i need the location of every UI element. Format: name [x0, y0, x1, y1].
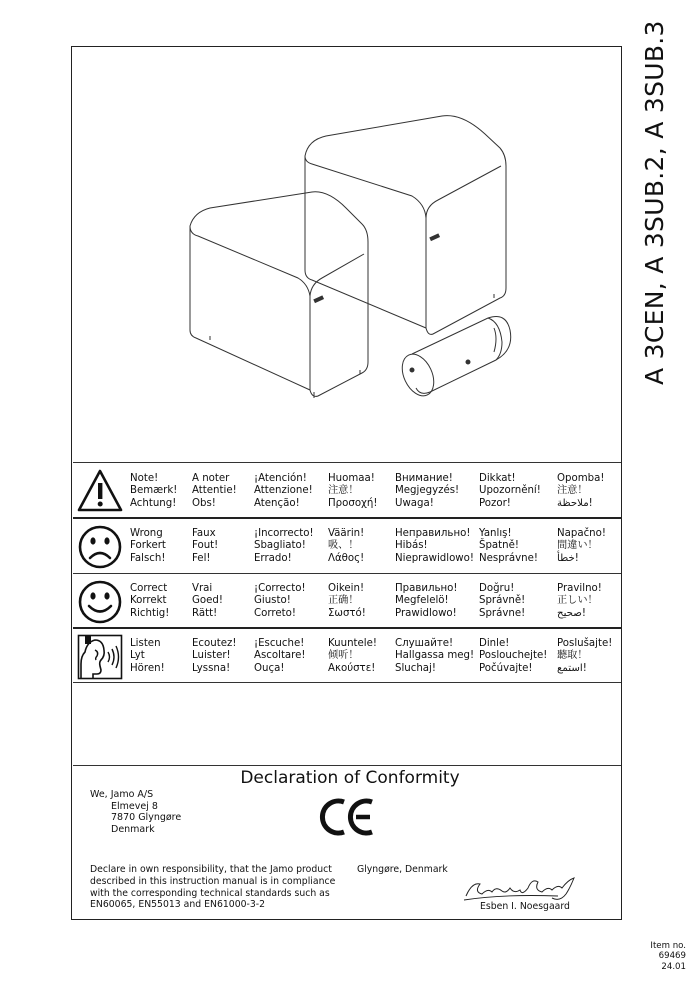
- text-line: Počúvajte!: [479, 662, 533, 674]
- statement-line: Declare in own responsibility, that the Jamo product: [90, 864, 332, 875]
- manufacturer-address: [90, 789, 181, 835]
- declaration-place: Glyngøre, Denmark: [357, 864, 448, 875]
- text-line: 吸、！: [328, 540, 359, 552]
- text-line: ملاحظة!: [557, 497, 593, 509]
- text-line: خطأ!: [557, 552, 579, 564]
- text-line: Poslouchejte!: [479, 650, 548, 662]
- text-line: Ascoltare!: [254, 650, 306, 662]
- text-line: Rätt!: [192, 607, 218, 619]
- text-line: Opomba!: [557, 473, 605, 484]
- text-line: Špatně!: [479, 540, 519, 552]
- ce-mark: [318, 796, 376, 838]
- text-line: Lyssna!: [192, 662, 231, 674]
- text-line: صحيح!: [557, 607, 586, 619]
- text-line: Faux: [192, 528, 216, 539]
- text-line: 正确！: [328, 595, 359, 607]
- text-line: 注意！: [557, 485, 588, 497]
- divider: [73, 517, 621, 519]
- text-line: Внимание!: [395, 473, 453, 484]
- text-line: Correto!: [254, 607, 296, 619]
- text-line: Megjegyzés!: [395, 485, 460, 497]
- text-line: Λάθος!: [328, 552, 365, 564]
- text-line: Correct: [130, 583, 168, 594]
- text-line: Attenzione!: [254, 485, 313, 497]
- warning-row-wrong: [73, 520, 621, 574]
- text-line: Hibás!: [395, 540, 428, 552]
- text-line: Atenção!: [254, 497, 300, 509]
- text-line: Goed!: [192, 595, 223, 607]
- text-line: ¡Atención!: [254, 473, 307, 484]
- text-line: Fout!: [192, 540, 219, 552]
- text-line: Listen: [130, 638, 161, 649]
- text-line: Luister!: [192, 650, 231, 662]
- divider: [73, 573, 621, 574]
- text-line: Pravilno!: [557, 583, 602, 594]
- text-line: Huomaa!: [328, 473, 375, 484]
- text-line: Yanlış!: [479, 528, 512, 539]
- text-line: Правильно!: [395, 583, 458, 594]
- text-line: Слушайте!: [395, 638, 454, 649]
- text-line: Giusto!: [254, 595, 291, 607]
- text-line: Nieprawidlowo!: [395, 552, 474, 564]
- text-line: Lyt: [130, 650, 145, 662]
- text-line: استمع!: [557, 662, 587, 674]
- text-line: Ακούστε!: [328, 662, 376, 674]
- text-line: Неправильно!: [395, 528, 471, 539]
- text-line: ¡Incorrecto!: [254, 528, 314, 539]
- item-label: Item no.: [650, 941, 686, 951]
- text-line: Note!: [130, 473, 159, 484]
- address-line: Denmark: [111, 823, 155, 835]
- text-line: Dikkat!: [479, 473, 516, 484]
- divider: [73, 462, 621, 463]
- warning-triangle-icon: [77, 468, 123, 514]
- text-line: Forkert: [130, 540, 166, 552]
- address-line: Elmevej 8: [111, 800, 158, 812]
- item-number-block: [650, 941, 686, 972]
- divider: [73, 682, 621, 683]
- center-speaker-drawing: [396, 317, 511, 401]
- text-line: Nesprávne!: [479, 552, 538, 564]
- warning-row-note: [73, 464, 621, 518]
- text-line: Oikein!: [328, 583, 365, 594]
- item-number: 69469: [658, 951, 686, 962]
- text-line: 聽取！: [557, 650, 588, 662]
- text-line: Uwaga!: [395, 497, 434, 509]
- text-line: Sbagliato!: [254, 540, 306, 552]
- text-line: Dinle!: [479, 638, 510, 649]
- address-line: 7870 Glyngøre: [111, 812, 182, 824]
- text-line: Poslušajte!: [557, 638, 613, 649]
- sad-face-icon: [77, 524, 123, 570]
- statement-line: described in this instruction manual is in compliance: [90, 875, 336, 887]
- text-line: Kuuntele!: [328, 638, 377, 649]
- text-line: Hören!: [130, 662, 165, 674]
- statement-line: with the corresponding technical standards such as: [90, 887, 330, 899]
- large-subwoofer-drawing: [305, 116, 506, 335]
- text-line: Väärin!: [328, 528, 365, 539]
- small-subwoofer-drawing: [190, 192, 368, 398]
- text-line: Errado!: [254, 552, 292, 564]
- text-line: Fel!: [192, 552, 211, 564]
- text-line: Obs!: [192, 497, 216, 509]
- text-line: Prawidlowo!: [395, 607, 457, 619]
- text-line: Achtung!: [130, 497, 177, 509]
- text-line: ¡Escuche!: [254, 638, 305, 649]
- text-line: Ecoutez!: [192, 638, 237, 649]
- text-line: Upozornění!: [479, 485, 541, 497]
- warning-row-correct: [73, 575, 621, 629]
- text-line: 倾听！: [328, 650, 359, 662]
- handwritten-signature: [462, 874, 582, 904]
- text-line: Pozor!: [479, 497, 511, 509]
- declaration-statement: [90, 864, 350, 911]
- text-line: Bemærk!: [130, 485, 178, 497]
- declaration-divider: [73, 765, 621, 766]
- listen-ear-icon: [77, 634, 123, 680]
- address-line: We, Jamo A/S: [90, 789, 154, 800]
- text-line: Richtig!: [130, 607, 170, 619]
- text-line: Vrai: [192, 583, 213, 594]
- signer-name: Esben I. Noesgaard: [480, 901, 570, 912]
- warning-row-listen: [73, 630, 621, 684]
- declaration-title: Declaration of Conformity: [240, 768, 460, 788]
- text-line: Doğru!: [479, 583, 515, 594]
- text-line: Προσοχή!: [328, 497, 378, 509]
- divider: [73, 627, 621, 629]
- text-line: Hallgassa meg!: [395, 650, 475, 662]
- happy-face-icon: [77, 579, 123, 625]
- statement-line: EN60065, EN55013 and EN61000-3-2: [90, 899, 266, 911]
- text-line: Σωστό!: [328, 607, 366, 619]
- text-line: 間違い！: [557, 540, 598, 552]
- text-line: Wrong: [130, 528, 163, 539]
- text-line: Korrekt: [130, 595, 167, 607]
- product-illustration: [150, 100, 530, 410]
- text-line: 正しい！: [557, 595, 598, 607]
- text-line: Attentie!: [192, 485, 237, 497]
- product-models-title: A 3CEN, A 3SUB.2, A 3SUB.3: [640, 20, 669, 385]
- text-line: Megfelelö!: [395, 595, 449, 607]
- text-line: Správne!: [479, 607, 526, 619]
- text-line: 注意！: [328, 485, 359, 497]
- text-line: Sluchaj!: [395, 662, 436, 674]
- item-revision: 24.01: [661, 961, 686, 972]
- text-line: Falsch!: [130, 552, 166, 564]
- text-line: Ouça!: [254, 662, 285, 674]
- text-line: ¡Correcto!: [254, 583, 306, 594]
- text-line: Napačno!: [557, 528, 606, 539]
- text-line: A noter: [192, 473, 230, 484]
- text-line: Správně!: [479, 595, 526, 607]
